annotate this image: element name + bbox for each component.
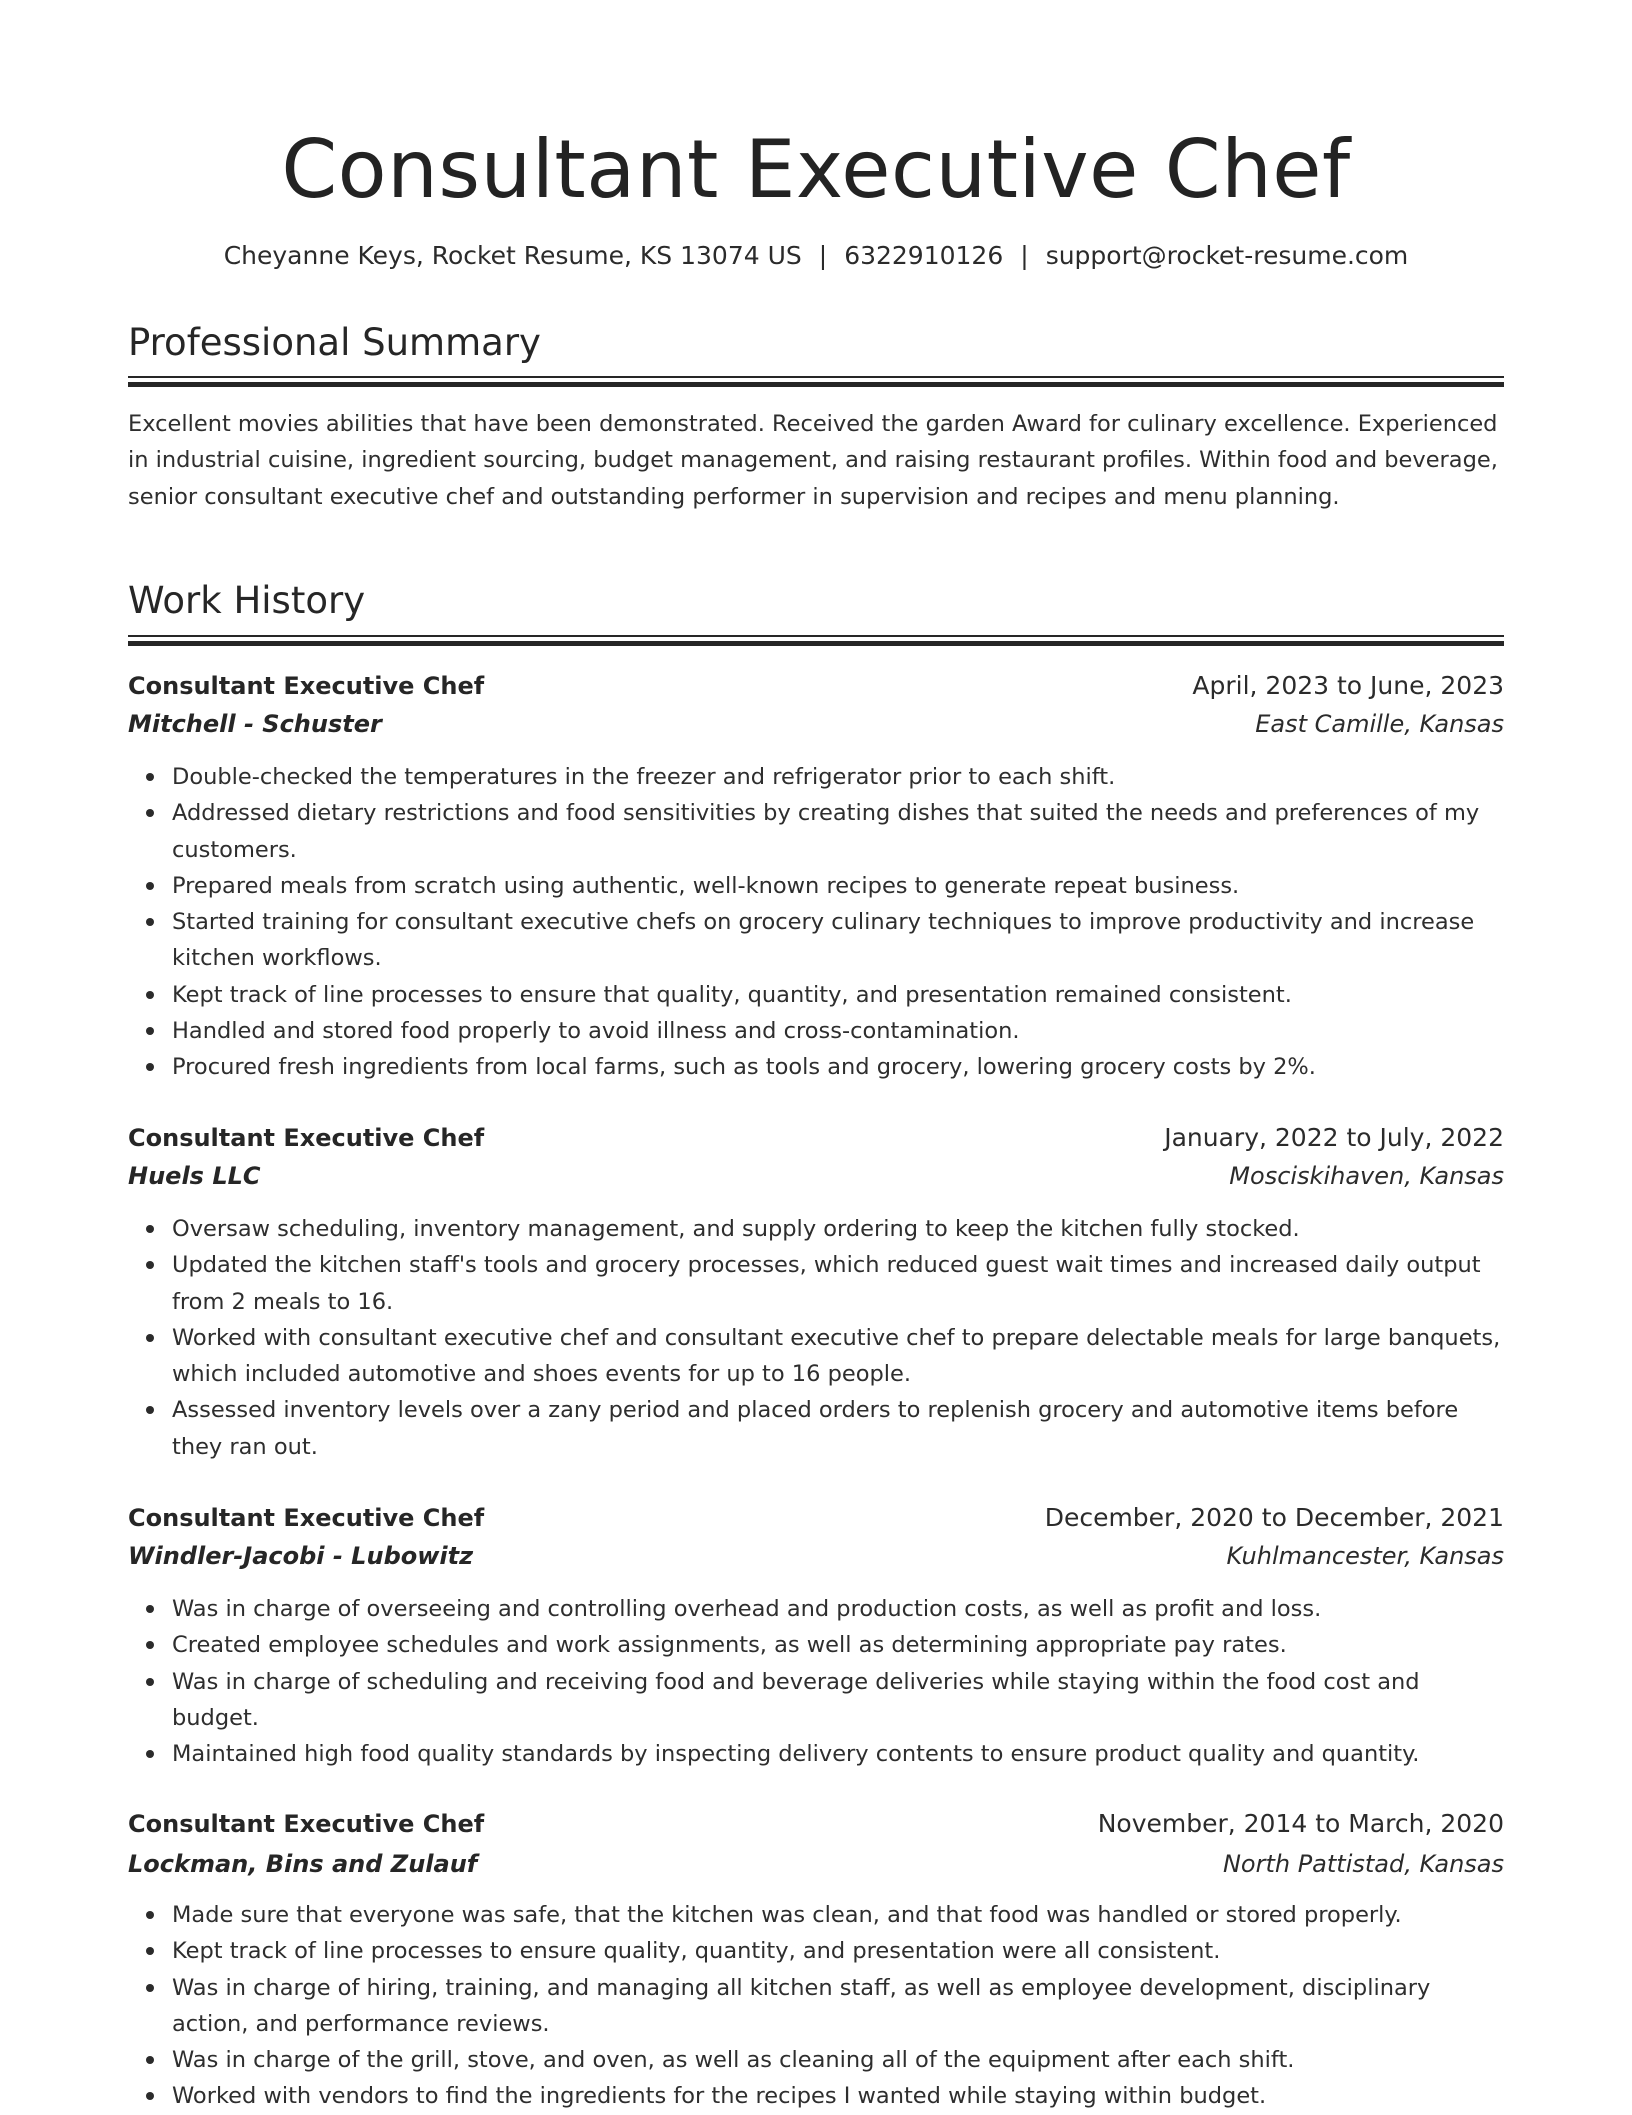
- job-bullet: Maintained high food quality standards by inspecting delivery contents to ensure product quality and quantity.: [172, 1736, 1504, 1772]
- job-dates: January, 2022 to July, 2022: [1164, 1123, 1504, 1152]
- job-bullet-list: [128, 759, 1504, 1086]
- job-subheader: [128, 1845, 1504, 1883]
- company-name: Mitchell - Schuster: [128, 710, 382, 738]
- job-title: Consultant Executive Chef: [128, 1504, 485, 1532]
- work-history-heading: Work History: [128, 579, 366, 622]
- job-bullet: Assessed inventory levels over a zany period and placed orders to replenish grocery and automotive items before they ran out.: [172, 1392, 1504, 1465]
- contact-separator: |: [818, 241, 828, 270]
- job-subheader: [128, 1157, 1504, 1195]
- job-location: Mosciskihaven, Kansas: [1229, 1162, 1504, 1190]
- job-bullet: Worked with consultant executive chef and consultant executive chef to prepare delectable meals for large banquets, which included automotive and shoes events for up to 16 people.: [172, 1320, 1504, 1393]
- contact-email: support@rocket-resume.com: [1045, 241, 1409, 270]
- job-location: East Camille, Kansas: [1255, 710, 1504, 738]
- job-bullet: Was in charge of scheduling and receiving food and beverage deliveries while staying within the food cost and budget.: [172, 1664, 1504, 1737]
- company-name: Windler-Jacobi - Lubowitz: [128, 1542, 474, 1570]
- contact-line: [128, 236, 1504, 276]
- job-bullet: Addressed dietary restrictions and food sensitivities by creating dishes that suited the needs and preferences of my customers.: [172, 795, 1504, 868]
- company-name: Lockman, Bins and Zulauf: [128, 1850, 478, 1878]
- company-name: Huels LLC: [128, 1162, 261, 1190]
- job-subheader: [128, 1537, 1504, 1575]
- job-bullet: Kept track of line processes to ensure that quality, quantity, and presentation remained consistent.: [172, 977, 1504, 1013]
- job-bullet-list: [128, 1211, 1504, 1465]
- job-bullet: Prepared meals from scratch using authentic, well-known recipes to generate repeat business.: [172, 868, 1504, 904]
- job-title: Consultant Executive Chef: [128, 672, 485, 700]
- contact-separator: |: [1020, 241, 1029, 270]
- resume-title: Consultant Executive Chef: [281, 123, 1351, 216]
- job-bullet: Was in charge of overseeing and controlling overhead and production costs, as well as profit and loss.: [172, 1591, 1504, 1627]
- job-bullet: Worked with vendors to find the ingredients for the recipes I wanted while staying within budget.: [172, 2078, 1504, 2114]
- job-entry: [128, 1119, 1504, 1465]
- summary-heading: Professional Summary: [128, 321, 541, 364]
- job-bullet: Double-checked the temperatures in the freezer and refrigerator prior to each shift.: [172, 759, 1504, 795]
- job-header: [128, 1805, 1504, 1843]
- job-header: [128, 667, 1504, 705]
- job-bullet: Started training for consultant executive chefs on grocery culinary techniques to improve productivity and increase kitchen workflows.: [172, 904, 1504, 977]
- job-bullet-list: [128, 1591, 1504, 1772]
- job-location: Kuhlmancester, Kansas: [1226, 1542, 1504, 1570]
- job-bullet: Updated the kitchen staff's tools and grocery processes, which reduced guest wait times and increased daily output from 2 meals to 16.: [172, 1247, 1504, 1320]
- job-dates: April, 2023 to June, 2023: [1192, 671, 1504, 700]
- job-entry: [128, 1499, 1504, 1772]
- job-bullet: Procured fresh ingredients from local farms, such as tools and grocery, lowering grocery costs by 2%.: [172, 1049, 1504, 1085]
- summary-divider: [128, 376, 1504, 387]
- contact-phone: 6322910126: [844, 241, 1004, 270]
- job-dates: November, 2014 to March, 2020: [1097, 1809, 1504, 1838]
- contact-address: Cheyanne Keys, Rocket Resume, KS 13074 US: [223, 241, 802, 270]
- job-dates: December, 2020 to December, 2021: [1044, 1503, 1504, 1532]
- work-history-divider: [128, 635, 1504, 646]
- job-bullet-list: [128, 1897, 1504, 2115]
- job-bullet: Kept track of line processes to ensure quality, quantity, and presentation were all consistent.: [172, 1933, 1504, 1969]
- job-bullet: Oversaw scheduling, inventory management, and supply ordering to keep the kitchen fully stocked.: [172, 1211, 1504, 1247]
- job-entry: [128, 667, 1504, 1086]
- job-bullet: Made sure that everyone was safe, that the kitchen was clean, and that food was handled or stored properly.: [172, 1897, 1504, 1933]
- job-bullet: Was in charge of the grill, stove, and oven, as well as cleaning all of the equipment after each shift.: [172, 2042, 1504, 2078]
- job-entry: [128, 1805, 1504, 2115]
- job-title: Consultant Executive Chef: [128, 1810, 485, 1838]
- job-header: [128, 1499, 1504, 1537]
- job-subheader: [128, 705, 1504, 743]
- job-bullet: Was in charge of hiring, training, and managing all kitchen staff, as well as employee development, disciplinary action, and performance reviews.: [172, 1970, 1504, 2043]
- job-title: Consultant Executive Chef: [128, 1124, 485, 1152]
- summary-text: Excellent movies abilities that have been demonstrated. Received the garden Award for culinary excellence. Experienced in industrial cuisine, ingredient sourcing, budget management, and raising restaurant profiles. Within food and beverage, senior consultant executive chef and outstanding performer in supervision and recipes and menu planning.: [128, 411, 1498, 510]
- job-bullet: Handled and stored food properly to avoid illness and cross-contamination.: [172, 1013, 1504, 1049]
- job-header: [128, 1119, 1504, 1157]
- job-bullet: Created employee schedules and work assignments, as well as determining appropriate pay rates.: [172, 1627, 1504, 1663]
- job-location: North Pattistad, Kansas: [1222, 1850, 1504, 1878]
